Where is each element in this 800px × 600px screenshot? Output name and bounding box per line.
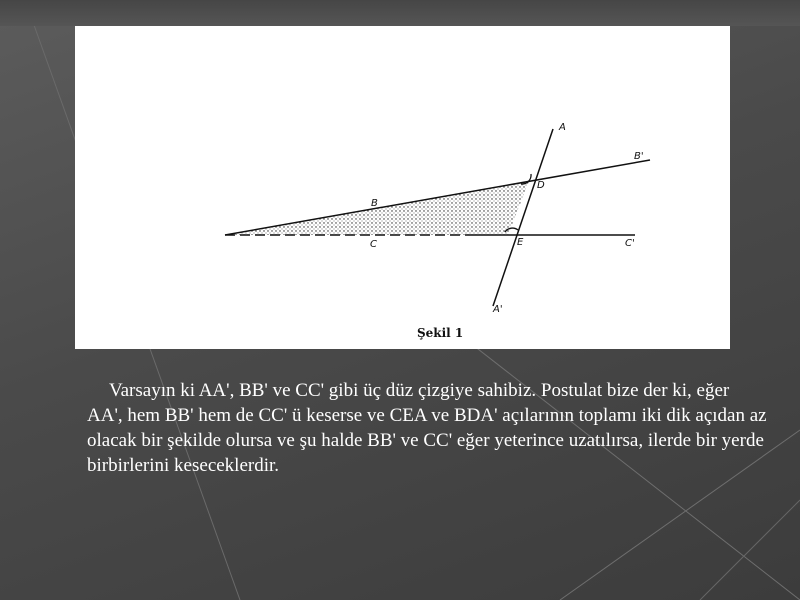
label-c-prime: C' bbox=[625, 238, 635, 249]
label-c: C bbox=[370, 239, 377, 250]
decorative-line bbox=[700, 500, 800, 600]
top-band bbox=[0, 0, 800, 26]
figure-caption: Şekil 1 bbox=[417, 326, 464, 340]
label-d: D bbox=[537, 180, 545, 191]
label-b-prime: B' bbox=[634, 151, 644, 162]
body-paragraph: Varsayın ki AA', BB' ve CC' gibi üç düz çizgiye sahibiz. Postulat bize der ki, eğer AA', hem BB' hem de CC' ü keserse ve CEA ve BDA' açılarının toplamı iki dik açıdan az olacak bir şekilde olursa ve şu halde BB' ve CC' eğer yeterince uzatılırsa, ilerde bir yerde birbirlerini keseceklerdir. bbox=[87, 380, 767, 476]
label-a: A bbox=[559, 122, 566, 133]
figure-drawing bbox=[75, 26, 730, 349]
geometry-figure bbox=[75, 26, 730, 349]
label-b: B bbox=[371, 198, 378, 209]
label-e: E bbox=[517, 237, 524, 248]
label-a-prime: A' bbox=[493, 304, 503, 315]
